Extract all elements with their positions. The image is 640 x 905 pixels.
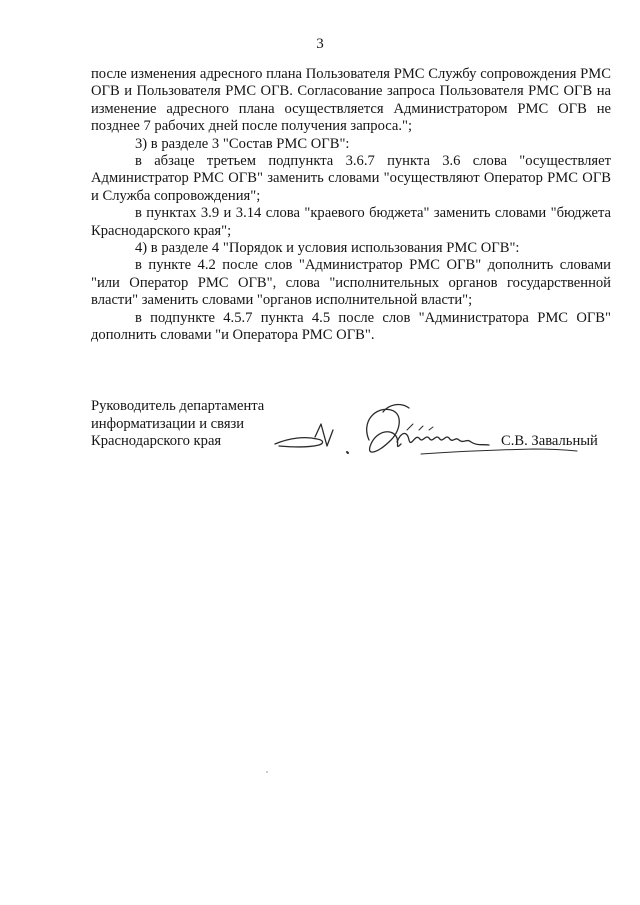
paragraph-subpoint-4-5-7: в подпункте 4.5.7 пункта 4.5 после слов "Администратора РМС ОГВ" дополнить словами "и Оператора РМС ОГВ".: [91, 309, 611, 344]
paragraph-subpoint-3-6-7: в абзаце третьем подпункта 3.6.7 пункта 3.6 слова "осуществляет Администратор РМС ОГВ" заменить словами "осуществляют Оператор РМС ОГВ и Служба сопровождения";: [91, 153, 611, 204]
paragraph-section-3-heading: 3) в разделе 3 "Состав РМС ОГВ":: [135, 135, 350, 152]
document-body: [91, 66, 611, 345]
paragraph-points-3-9-3-14: в пунктах 3.9 и 3.14 слова "краевого бюджета" заменить словами "бюджета Краснодарского края";: [91, 205, 611, 239]
scan-artifact-dot: [266, 771, 268, 773]
paragraph-section-4-heading: 4) в разделе 4 "Порядок и условия использования РМС ОГВ":: [135, 240, 520, 257]
signer-name: С.В. Завальный: [501, 433, 598, 449]
signer-title-line: информатизации и связи: [91, 415, 245, 432]
paragraph-point-4-2: в пункте 4.2 после слов "Администратор РМС ОГВ" дополнить словами "или Оператор РМС ОГВ", слова "исполнительных органов государственной власти" заменить словами "органов исполнительной власти";: [91, 257, 611, 309]
page-number: 3: [316, 36, 324, 52]
paragraph-continuation: после изменения адресного плана Пользователя РМС Службу сопровождения РМС ОГВ и Пользователя РМС ОГВ. Согласование запроса Пользователя РМС ОГВ на изменение адресного плана осуществляется Администратором РМС ОГВ не позднее 7 рабочих дней после получения запроса.";: [91, 66, 611, 135]
signer-title-line: Краснодарского края: [91, 433, 222, 450]
signature-block: [91, 398, 611, 478]
signer-title-line: Руководитель департамента: [91, 398, 265, 414]
signer-title: [91, 398, 264, 451]
